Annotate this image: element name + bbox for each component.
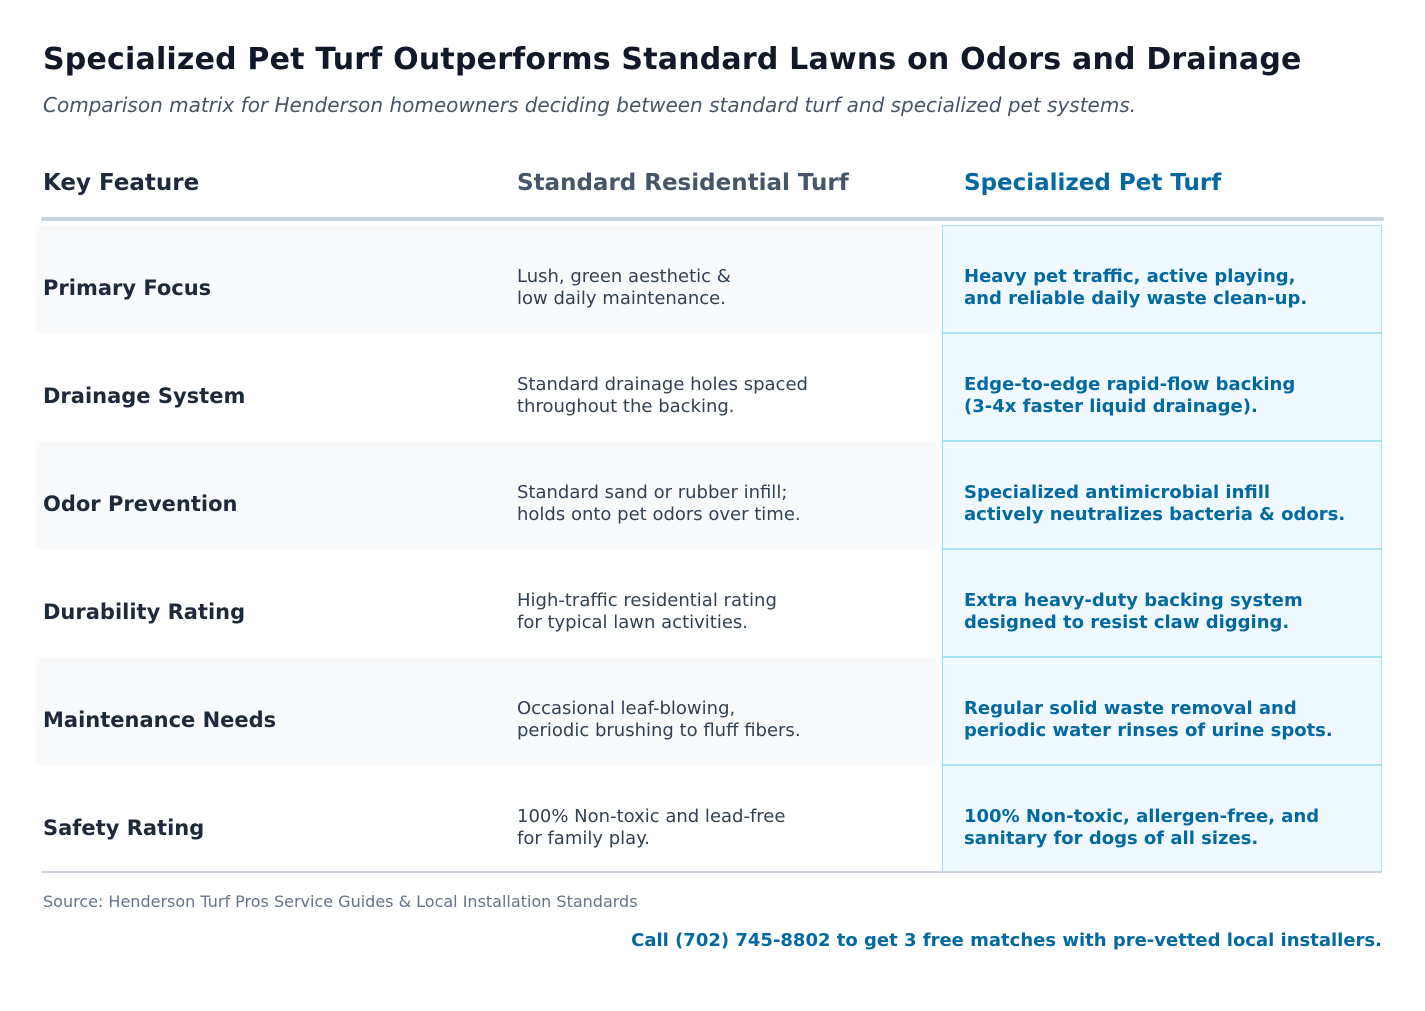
row-standard-value: 100% Non-toxic and lead-free for family play. [517, 806, 786, 849]
row-pet-value: 100% Non-toxic, allergen-free, and sanitary for dogs of all sizes. [964, 806, 1320, 849]
row-standard-value: Lush, green aesthetic & low daily maintenance. [517, 266, 731, 309]
row-feature-label: Durability Rating [43, 600, 246, 624]
column-header-standard-turf: Standard Residential Turf [517, 170, 849, 196]
column-header-pet-turf: Specialized Pet Turf [964, 170, 1222, 196]
row-pet-value: Extra heavy-duty backing system designed to resist claw digging. [964, 590, 1303, 633]
row-feature-label: Maintenance Needs [43, 708, 277, 732]
row-feature-label: Odor Prevention [43, 492, 238, 516]
row-feature-label: Primary Focus [43, 276, 212, 300]
row-feature-label: Drainage System [43, 384, 246, 408]
row-standard-value: Standard drainage holes spaced throughout the backing. [517, 374, 808, 417]
row-feature-label: Safety Rating [43, 816, 205, 840]
row-standard-value: Occasional leaf-blowing, periodic brushing to fluff fibers. [517, 698, 801, 741]
row-standard-value: Standard sand or rubber infill; holds onto pet odors over time. [517, 482, 801, 525]
row-standard-value: High-traffic residential rating for typical lawn activities. [517, 590, 777, 633]
row-pet-value: Edge-to-edge rapid-flow backing (3-4x faster liquid drainage). [964, 374, 1296, 417]
page-subtitle: Comparison matrix for Henderson homeowners deciding between standard turf and specialized pet systems. [43, 93, 1137, 117]
table-bottom-divider [41, 871, 1382, 873]
source-note: Source: Henderson Turf Pros Service Guides & Local Installation Standards [43, 892, 638, 911]
header-divider [41, 217, 1384, 221]
row-pet-value: Regular solid waste removal and periodic water rinses of urine spots. [964, 698, 1333, 741]
call-to-action: Call (702) 745-8802 to get 3 free matches with pre-vetted local installers. [631, 930, 1382, 951]
row-pet-value: Specialized antimicrobial infill actively neutralizes bacteria & odors. [964, 482, 1346, 525]
column-header-key-feature: Key Feature [43, 170, 200, 196]
row-pet-value: Heavy pet traffic, active playing, and reliable daily waste clean-up. [964, 266, 1308, 309]
page-title: Specialized Pet Turf Outperforms Standard Lawns on Odors and Drainage [43, 42, 1302, 77]
